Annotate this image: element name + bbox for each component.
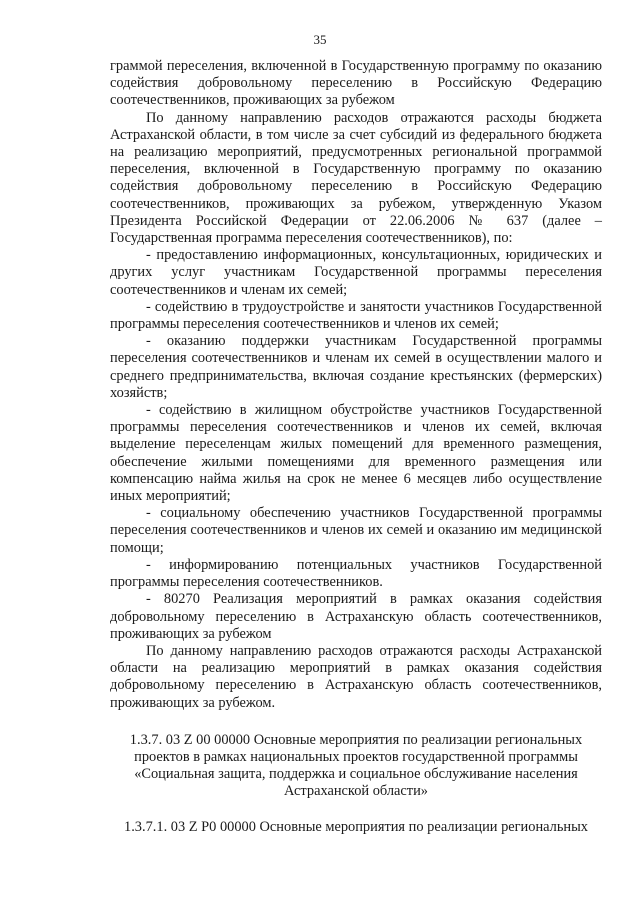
list-item-housing: - содействию в жилищном обустройстве участников Государственной программы переселения соотечественников и членов их семей, включая выделение переселенцам жилых помещений для временного размещения, обеспечение жилыми помещениями для временного размещения или компенсацию найма жилья на срок не менее 6 месяцев либо осуществление иных мероприятий; — [110, 402, 602, 505]
paragraph-80270-description: По данному направлению расходов отражаются расходы Астраханской области на реализацию мероприятий в рамках оказания содействия добровольному переселению в Астраханскую область соотечественников, проживающих за рубежом. — [110, 642, 602, 711]
list-item-social-security: - социальному обеспечению участников Государственной программы переселения соотечественников и членов их семей и оказанию им медицинской помощи; — [110, 505, 602, 556]
section-heading-1-3-7: 1.3.7. 03 Z 00 00000 Основные мероприятия по реализации региональных проектов в рамках национальных проектов государственной программы «Социальная защита, поддержка и социальное обслуживание населения Астраханской области» — [129, 731, 583, 800]
document-body — [110, 58, 602, 836]
list-item-business-support: - оказанию поддержки участникам Государственной программы переселения соотечественников и членам их семей в осуществлении малого и среднего предпринимательства, включая создание крестьянских (фермерских) хозяйств; — [110, 333, 602, 401]
section-heading-1-3-7-1: 1.3.7.1. 03 Z P0 00000 Основные мероприятия по реализации региональных — [124, 818, 588, 835]
list-item-employment: - содействию в трудоустройстве и занятости участников Государственной программы переселения соотечественников и членов их семей; — [110, 298, 602, 333]
paragraph-expenses-description: По данному направлению расходов отражаются расходы бюджета Астраханской области, в том числе за счет субсидий из федерального бюджета на реализацию мероприятий, предусмотренных региональной программой переселения, включенной в Государственную программу по оказанию содействия добровольному переселению в Российскую Федерацию соотечественников, проживающих за рубежом, утвержденную Указом Президента Российской Федерации от 22.06.2006 № 637 (далее – Государственная программа переселения соотечественников), по: — [110, 109, 602, 247]
list-item-informing: - информированию потенциальных участников Государственной программы переселения соотечественников. — [110, 556, 602, 591]
paragraph-continuation: граммой переселения, включенной в Государственную программу по оказанию содействия добровольному переселению в Российскую Федерацию соотечественников, проживающих за рубежом — [110, 58, 602, 109]
page-number: 35 — [313, 32, 327, 47]
paragraph-80270: - 80270 Реализация мероприятий в рамках оказания содействия добровольному переселению в Астраханскую область соотечественников, проживающих за рубежом — [110, 591, 602, 642]
list-item-information-services: - предоставлению информационных, консультационных, юридических и других услуг участникам Государственной программы переселения соотечественников и членам их семей; — [110, 247, 602, 298]
